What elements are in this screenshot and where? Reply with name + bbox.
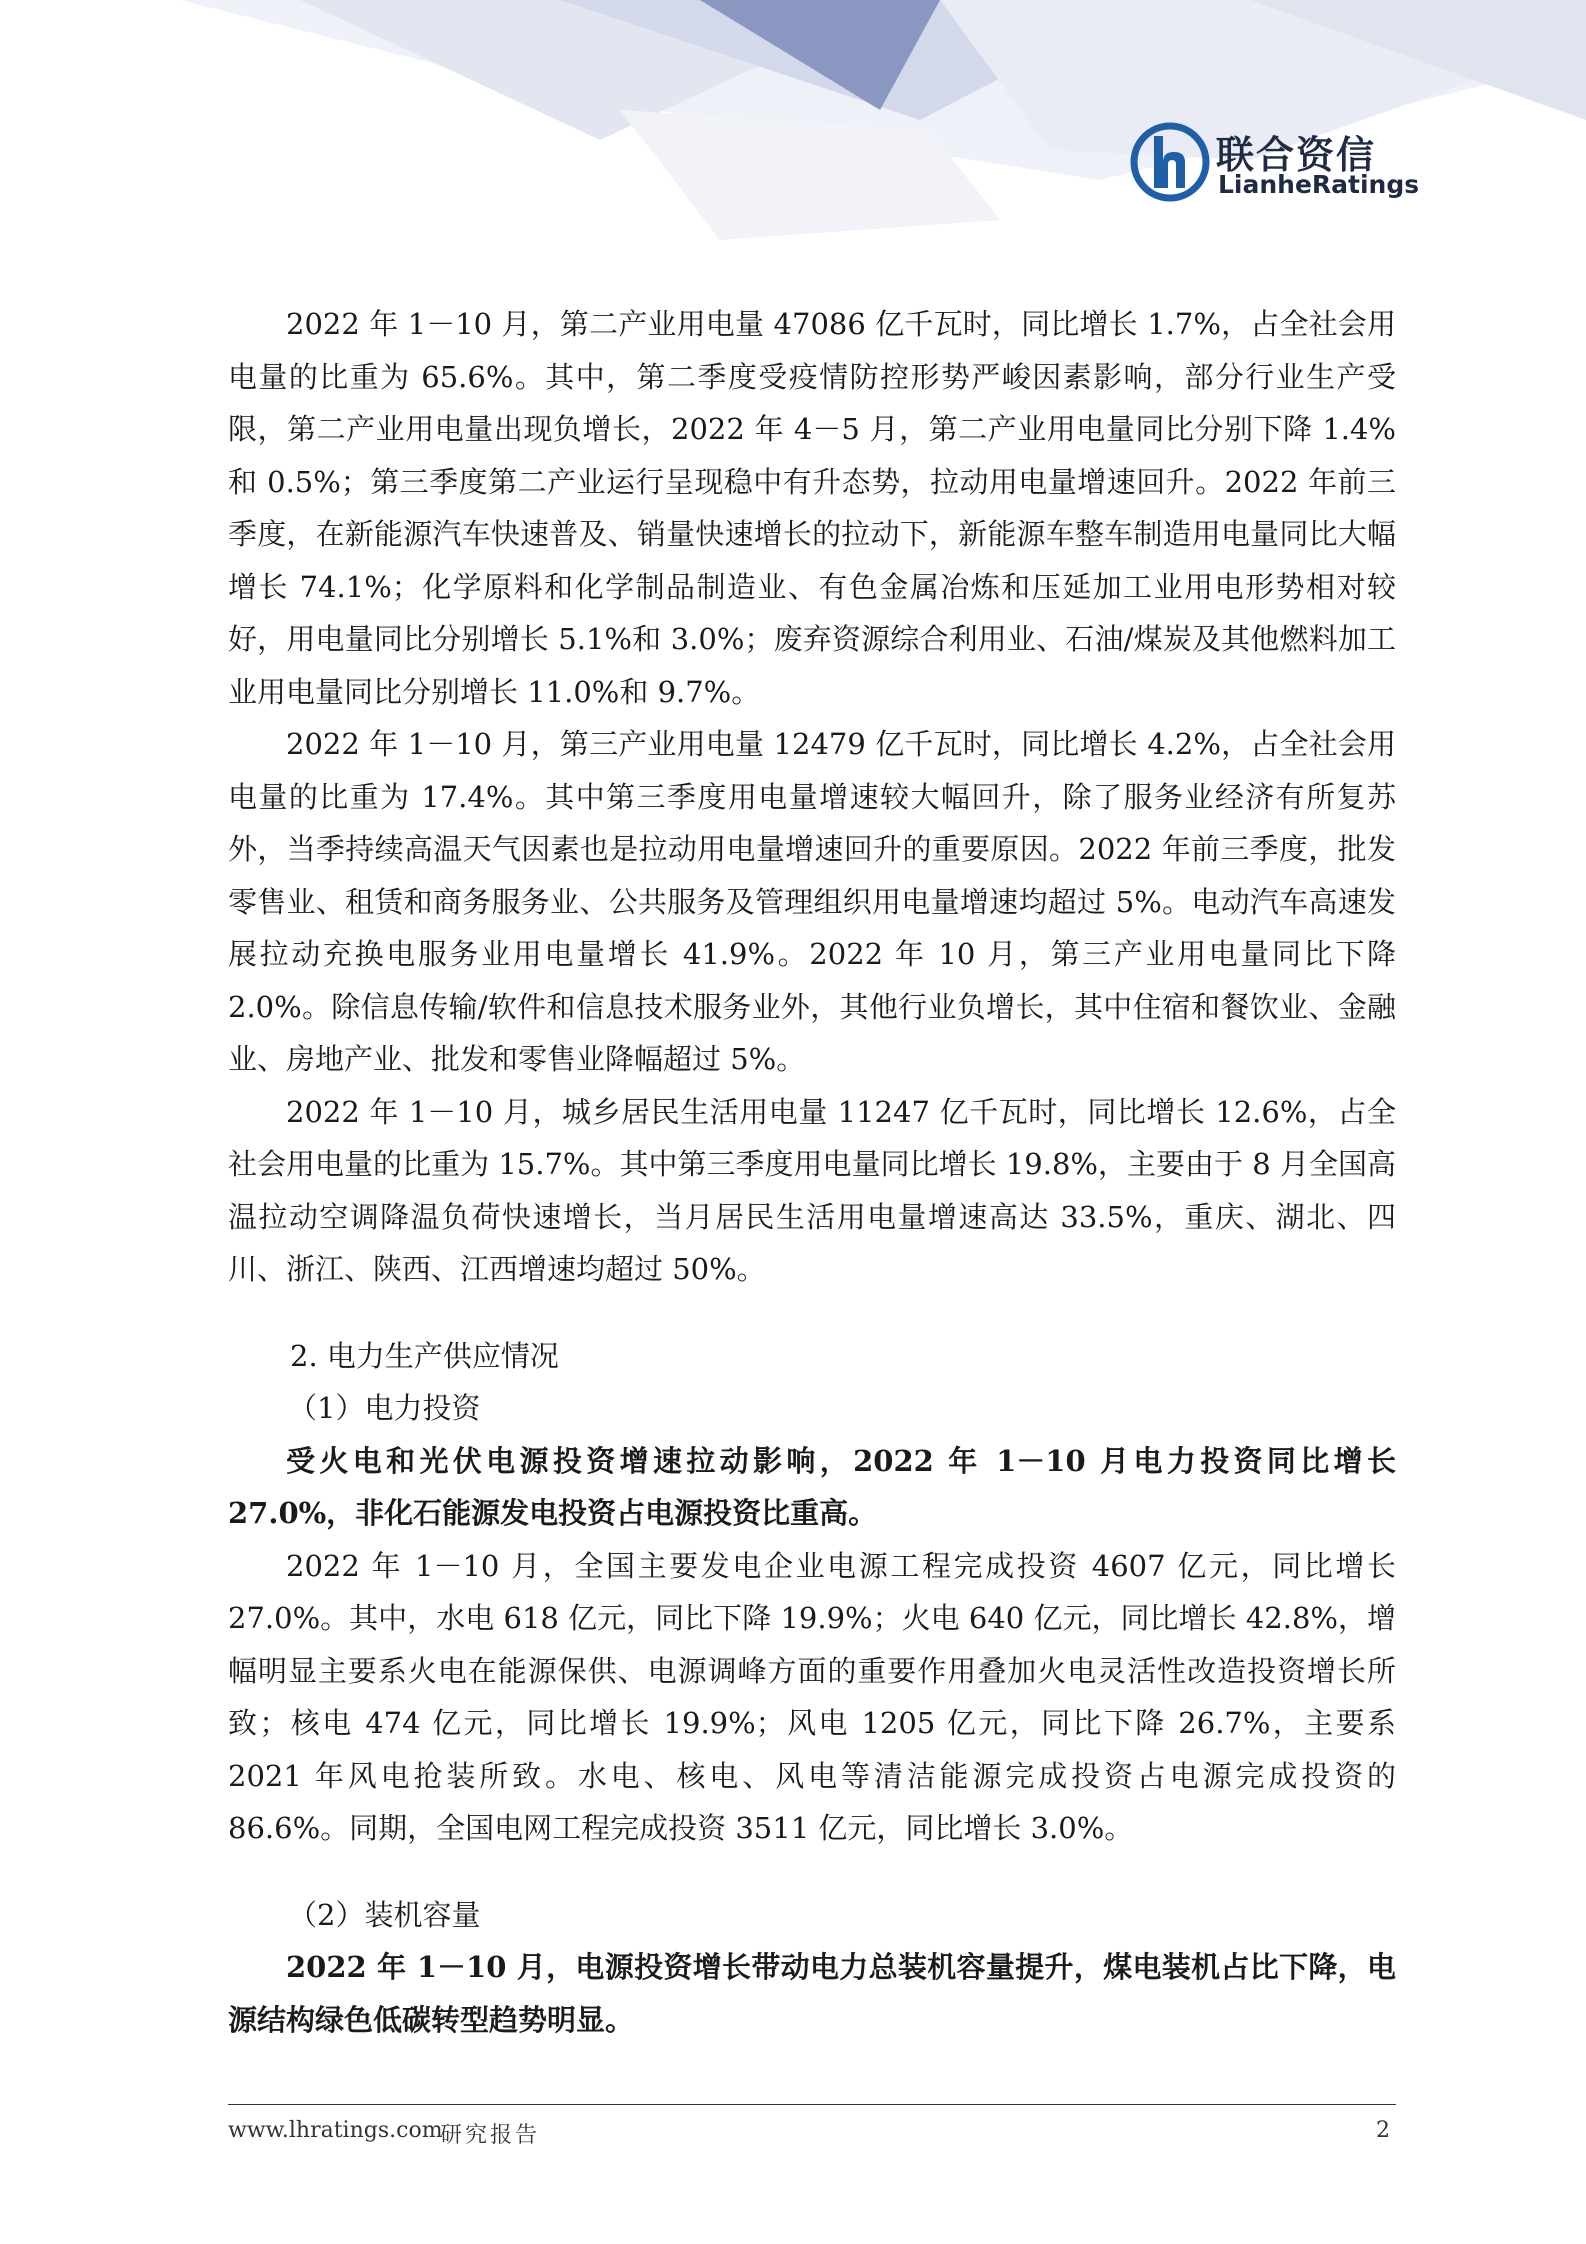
key-finding-capacity: 2022 年 1－10 月，电源投资增长带动电力总装机容量提升，煤电装机占比下降，电源结构绿色低碳转型趋势明显。 (228, 1950, 1396, 2037)
paragraph-investment: 2022 年 1－10 月，全国主要发电企业电源工程完成投资 4607 亿元，同比增长 27.0%。其中，水电 618 亿元，同比下降 19.9%；火电 640 亿元，同比增长 42.8%，增幅明显主要系火电在能源保供、电源调峰方面的重要作用叠加火电灵活性改造投资增长所致；核电 474 亿元，同比增长 19.9%；风电 1205 亿元，同比下降 26.7%，主要系 2021 年风电抢装所致。水电、核电、风电等清洁能源完成投资占电源完成投资的 86.6%。同期，全国电网工程完成投资 3511 亿元，同比增长 3.0%。 (228, 1548, 1396, 1845)
subsection-heading-investment: （1）电力投资 (288, 1391, 481, 1425)
footer-divider (228, 2104, 1396, 2105)
paragraph-tertiary-industry: 2022 年 1－10 月，第三产业用电量 12479 亿千瓦时，同比增长 4.2%，占全社会用电量的比重为 17.4%。其中第三季度用电量增速较大幅回升，除了服务业经济有所复苏外，当季持续高温天气因素也是拉动用电量增速回升的重要原因。2022 年前三季度，批发零售业、租赁和商务服务业、公共服务及管理组织用电量增速均超过 5%。电动汽车高速发展拉动充换电服务业用电量增长 41.9%。2022 年 10 月，第三产业用电量同比下降 2.0%。除信息传输/软件和信息技术服务业外，其他行业负增长，其中住宿和餐饮业、金融业、房地产业、批发和零售业降幅超过 5%。 (228, 727, 1396, 1076)
paragraph-residential: 2022 年 1－10 月，城乡居民生活用电量 11247 亿千瓦时，同比增长 12.6%，占全社会用电量的比重为 15.7%。其中第三季度用电量同比增长 19.8%，主要由于 8 月全国高温拉动空调降温负荷快速增长，当月居民生活用电量增速高达 33.5%，重庆、湖北、四川、浙江、陕西、江西增速均超过 50%。 (228, 1094, 1396, 1286)
footer-website-link[interactable]: www.lhratings.com (228, 2118, 443, 2143)
section-heading-power-supply: 2. 电力生产供应情况 (290, 1338, 559, 1373)
report-body (228, 298, 1396, 2046)
paragraph-secondary-industry: 2022 年 1－10 月，第二产业用电量 47086 亿千瓦时，同比增长 1.7%，占全社会用电量的比重为 65.6%。其中，第二季度受疫情防控形势严峻因素影响，部分行业生产受限，第二产业用电量出现负增长，2022 年 4－5 月，第二产业用电量同比分别下降 1.4%和 0.5%；第三季度第二产业运行呈现稳中有升态势，拉动用电量增速回升。2022 年前三季度，在新能源汽车快速普及、销量快速增长的拉动下，新能源车整车制造用电量同比大幅增长 74.1%；化学原料和化学制品制造业、有色金属冶炼和压延加工业用电形势相对较好，用电量同比分别增长 5.1%和 3.0%；废弃资源综合利用业、石油/煤炭及其他燃料加工业用电量同比分别增长 11.0%和 9.7%。 (228, 307, 1396, 709)
logo-english-name: LianheRatings (1218, 170, 1420, 199)
page-number: 2 (1376, 2118, 1390, 2143)
logo-chinese-name: 联合资信 (1216, 133, 1377, 177)
company-logo (1130, 120, 1430, 210)
footer-document-type: 研究报告 (440, 2123, 541, 2148)
subsection-heading-capacity: （2）装机容量 (288, 1897, 481, 1932)
lianhe-logo-icon (1130, 122, 1210, 202)
key-finding-investment: 受火电和光伏电源投资增速拉动影响，2022 年 1－10 月电力投资同比增长 27.0%，非化石能源发电投资占电源投资比重高。 (228, 1443, 1396, 1530)
